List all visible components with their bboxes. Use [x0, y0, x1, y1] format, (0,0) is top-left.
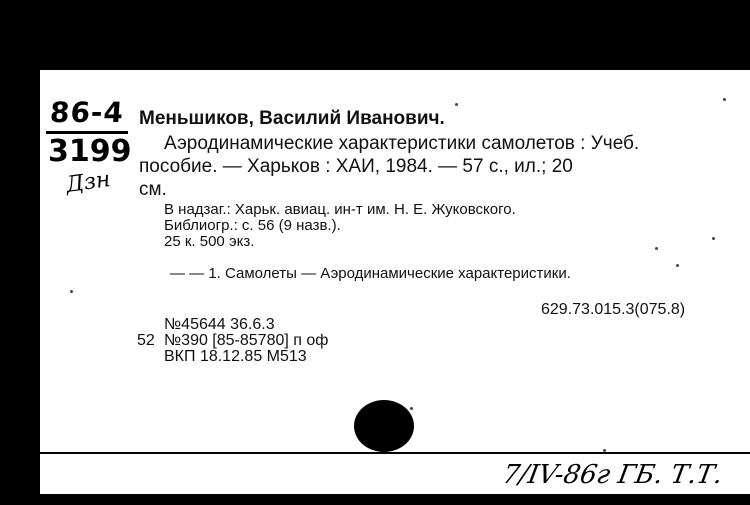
author-heading: Меньшиков, Василий Иванович.	[139, 108, 445, 129]
udk-code: 629.73.015.3(075.8)	[541, 301, 686, 318]
scan-speck	[603, 449, 606, 452]
title-line-1: Аэродинамические характеристики самолетов : Учеб.	[164, 133, 640, 154]
scan-bottom-border	[0, 494, 750, 505]
scan-left-border	[0, 0, 40, 505]
scan-speck	[723, 98, 726, 101]
scan-speck	[455, 103, 458, 106]
note-bibliography: Библиогр.: с. 56 (9 назв.).	[164, 217, 341, 234]
scan-top-border	[0, 0, 750, 70]
note-price-print-run: 25 к. 500 экз.	[164, 233, 255, 250]
scan-speck	[410, 407, 413, 410]
handwritten-shelf-mark: 86-4	[48, 96, 126, 129]
punch-hole	[354, 400, 414, 452]
scan-speck	[70, 290, 73, 293]
handwritten-date-note: 7/IV-86г ГБ. Т.Т.	[500, 460, 725, 490]
handwritten-initials: Дзн	[64, 167, 112, 198]
catalog-code-1: №45644 36.6.3	[164, 316, 275, 333]
scan-speck	[712, 237, 715, 240]
scan-speck	[655, 247, 658, 250]
subject-heading: — — 1. Самолеты — Аэродинамические характеристики.	[170, 265, 571, 282]
catalog-prefix-52: 52	[137, 332, 155, 349]
title-line-2: пособие. — Харьков : ХАИ, 1984. — 57 с., ил.; 20	[139, 156, 573, 177]
title-line-3: см.	[139, 179, 167, 200]
scan-speck	[676, 264, 679, 267]
catalog-code-2: №390 [85-85780] п оф	[164, 332, 329, 349]
catalog-code-3: ВКП 18.12.85 М513	[164, 348, 307, 365]
note-institution: В надзаг.: Харьк. авиац. ин-т им. Н. Е. Жуковского.	[164, 201, 516, 218]
bottom-rule-line	[40, 452, 750, 454]
handwritten-inventory-number: 3199	[48, 134, 132, 169]
